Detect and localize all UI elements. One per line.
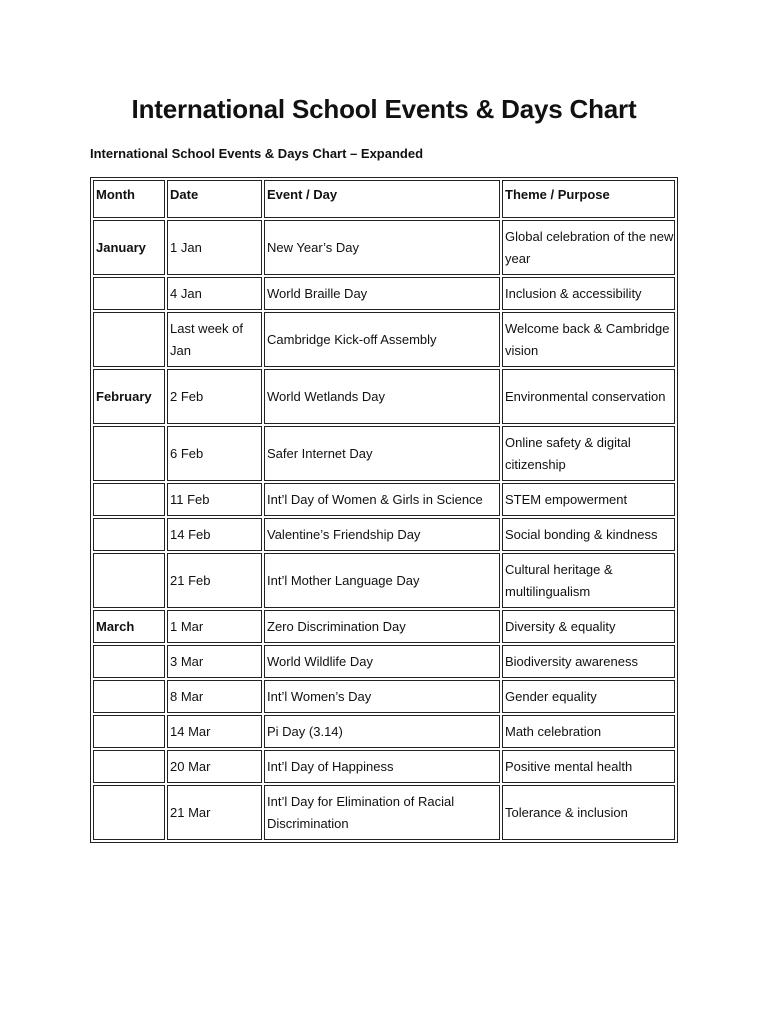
cell-date: 8 Mar — [167, 680, 262, 713]
cell-theme: Online safety & digital citizenship — [502, 426, 675, 481]
header-theme: Theme / Purpose — [502, 180, 675, 218]
cell-event: World Braille Day — [264, 277, 500, 310]
cell-date: 2 Feb — [167, 369, 262, 424]
table-row — [93, 785, 675, 840]
cell-theme: STEM empowerment — [502, 483, 675, 516]
cell-event: Cambridge Kick-off Assembly — [264, 312, 500, 367]
table-row — [93, 750, 675, 783]
table-row — [93, 518, 675, 551]
cell-date: 11 Feb — [167, 483, 262, 516]
table-row — [93, 680, 675, 713]
cell-theme: Diversity & equality — [502, 610, 675, 643]
cell-event: Safer Internet Day — [264, 426, 500, 481]
cell-event: Int’l Mother Language Day — [264, 553, 500, 608]
table-row — [93, 277, 675, 310]
cell-month — [93, 312, 165, 367]
cell-theme: Math celebration — [502, 715, 675, 748]
cell-date: 1 Jan — [167, 220, 262, 275]
cell-month — [93, 483, 165, 516]
cell-date: 21 Mar — [167, 785, 262, 840]
cell-theme: Welcome back & Cambridge vision — [502, 312, 675, 367]
cell-date: 20 Mar — [167, 750, 262, 783]
cell-month — [93, 426, 165, 481]
table-row — [93, 483, 675, 516]
cell-month — [93, 715, 165, 748]
cell-theme: Environmental conservation — [502, 369, 675, 424]
page-title: International School Events & Days Chart — [131, 94, 637, 124]
cell-date: 3 Mar — [167, 645, 262, 678]
cell-event: Valentine’s Friendship Day — [264, 518, 500, 551]
cell-month: February — [93, 369, 165, 424]
cell-event: Int’l Day of Happiness — [264, 750, 500, 783]
table-row — [93, 426, 675, 481]
cell-month — [93, 553, 165, 608]
cell-event: New Year’s Day — [264, 220, 500, 275]
table-row — [93, 715, 675, 748]
cell-month: March — [93, 610, 165, 643]
header-date: Date — [167, 180, 262, 218]
table-row — [93, 220, 675, 275]
cell-event: World Wildlife Day — [264, 645, 500, 678]
cell-event: Pi Day (3.14) — [264, 715, 500, 748]
table-header-row — [93, 180, 675, 218]
cell-date: 14 Mar — [167, 715, 262, 748]
cell-date: Last week of Jan — [167, 312, 262, 367]
cell-theme: Positive mental health — [502, 750, 675, 783]
events-table — [90, 177, 678, 843]
cell-month — [93, 680, 165, 713]
cell-date: 14 Feb — [167, 518, 262, 551]
cell-event: Int’l Day for Elimination of Racial Discrimination — [264, 785, 500, 840]
cell-date: 6 Feb — [167, 426, 262, 481]
cell-theme: Biodiversity awareness — [502, 645, 675, 678]
cell-month — [93, 785, 165, 840]
cell-theme: Inclusion & accessibility — [502, 277, 675, 310]
header-event: Event / Day — [264, 180, 500, 218]
table-row — [93, 645, 675, 678]
cell-theme: Tolerance & inclusion — [502, 785, 675, 840]
document-subtitle: International School Events & Days Chart – Expanded — [90, 146, 424, 161]
cell-month — [93, 277, 165, 310]
table-row — [93, 312, 675, 367]
cell-month: January — [93, 220, 165, 275]
cell-date: 1 Mar — [167, 610, 262, 643]
cell-event: Zero Discrimination Day — [264, 610, 500, 643]
cell-theme: Social bonding & kindness — [502, 518, 675, 551]
cell-month — [93, 750, 165, 783]
cell-date: 21 Feb — [167, 553, 262, 608]
table-row — [93, 369, 675, 424]
cell-event: Int’l Day of Women & Girls in Science — [264, 483, 500, 516]
cell-date: 4 Jan — [167, 277, 262, 310]
table-row — [93, 610, 675, 643]
table-row — [93, 553, 675, 608]
cell-theme: Global celebration of the new year — [502, 220, 675, 275]
cell-theme: Gender equality — [502, 680, 675, 713]
header-month: Month — [93, 180, 165, 218]
cell-month — [93, 645, 165, 678]
cell-event: Int’l Women’s Day — [264, 680, 500, 713]
cell-month — [93, 518, 165, 551]
cell-event: World Wetlands Day — [264, 369, 500, 424]
cell-theme: Cultural heritage & multilingualism — [502, 553, 675, 608]
